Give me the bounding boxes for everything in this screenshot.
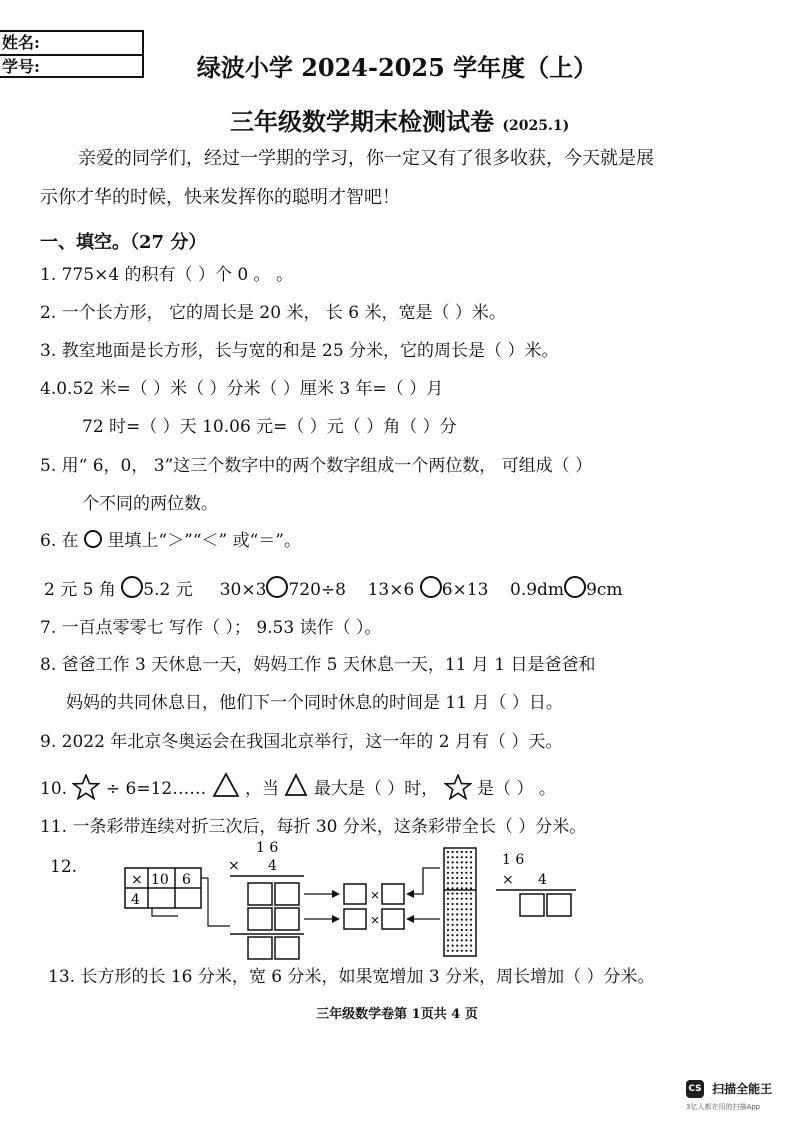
dot [470, 887, 472, 889]
svg-text:×: × [370, 888, 381, 902]
dot [447, 877, 449, 879]
vertical-multiplication-2 [496, 852, 576, 916]
question-5-line-1: 5. 用“ 6，0， 3”这三个数字中的两个数字组成一个两位数， 可组成（ ） [40, 456, 593, 476]
dot [447, 856, 449, 858]
compare-item: 5.2 元 [143, 580, 193, 600]
grid-label: 6 [182, 872, 191, 888]
question-10-part-c: 最大是（ ）时， [313, 779, 439, 799]
dot [456, 945, 458, 947]
grid-label: 4 [131, 892, 140, 908]
dot [470, 913, 472, 915]
compare-item: 9cm [586, 580, 623, 600]
dot [461, 867, 463, 869]
dot [465, 929, 467, 931]
dot [465, 945, 467, 947]
multiplier: 4 [268, 858, 277, 874]
dot [456, 877, 458, 879]
question-10-part-d: 是（ ） 。 [477, 779, 556, 799]
dot [452, 908, 454, 910]
dot [470, 882, 472, 884]
camscanner-logo-icon: CS [686, 1080, 704, 1098]
dot [452, 929, 454, 931]
dot [461, 882, 463, 884]
dot [465, 861, 467, 863]
dot [456, 861, 458, 863]
question-7: 7. 一百点零零七 写作（ ）； 9.53 读作（ ）。 [40, 618, 382, 638]
grid-label: 10 [151, 872, 169, 888]
vertical-multiplication [208, 840, 304, 959]
dot [456, 898, 458, 900]
question-4-line-2: 72 时=（ ）天 10.06 元=（ ）元（ ）角（ ）分 [82, 417, 457, 437]
question-6-items [44, 576, 623, 601]
triangle-icon [284, 773, 308, 797]
question-2: 2. 一个长方形， 它的周长是 20 米， 长 6 米，宽是（ ）米。 [40, 303, 506, 323]
dot [470, 856, 472, 858]
dot [456, 950, 458, 952]
dot [470, 945, 472, 947]
dot [456, 887, 458, 889]
question-11: 11. 一条彩带连续对折三次后，每折 30 分米，这条彩带全长（ ）分米。 [40, 817, 587, 837]
dot [465, 908, 467, 910]
compare-circle-icon [266, 576, 288, 598]
dot [470, 934, 472, 936]
star-icon [72, 774, 100, 800]
dot [461, 924, 463, 926]
dot [456, 924, 458, 926]
question-10 [40, 772, 556, 800]
question-6-prefix: 6. 在 [40, 531, 79, 551]
question-12-number: 12. [50, 857, 78, 877]
dot [447, 913, 449, 915]
question-3: 3. 教室地面是长方形，长与宽的和是 25 分米，它的周长是（ ）米。 [40, 341, 559, 361]
dot [465, 856, 467, 858]
times-symbol: × [502, 872, 514, 888]
dot [465, 877, 467, 879]
dot [447, 887, 449, 889]
compare-item: 13×6 [367, 580, 415, 600]
dot [452, 913, 454, 915]
watermark-slogan: 3亿人都在用的扫描App [686, 1103, 761, 1111]
dot [456, 867, 458, 869]
dot [447, 945, 449, 947]
dot [465, 851, 467, 853]
watermark-brand: 扫描全能王 [712, 1082, 773, 1096]
dot [456, 934, 458, 936]
dot [465, 887, 467, 889]
svg-text:×: × [370, 913, 381, 927]
compare-item: 30×3 [219, 580, 267, 600]
dot [461, 898, 463, 900]
dot [447, 908, 449, 910]
section-title: 一、填空。（27 分） [40, 232, 207, 253]
dot [456, 929, 458, 931]
dot [470, 851, 472, 853]
dot [470, 908, 472, 910]
dot [461, 893, 463, 895]
dot [465, 950, 467, 952]
question-6-suffix: 里填上“＞”“＜” 或“＝”。 [107, 531, 301, 551]
dot [447, 929, 449, 931]
multiplicand: 1 6 [256, 840, 279, 856]
dot [452, 867, 454, 869]
dot [452, 898, 454, 900]
dot [452, 893, 454, 895]
dot [447, 934, 449, 936]
grid-times-symbol: × [131, 872, 143, 888]
return-arrows [406, 868, 440, 923]
dot [465, 913, 467, 915]
compare-circle-icon [564, 576, 586, 598]
dot [461, 919, 463, 921]
dot [461, 851, 463, 853]
exam-date: (2025.1) [502, 118, 570, 134]
question-10-part-b: ，当 [245, 779, 280, 799]
circle-icon [84, 530, 102, 548]
dot [461, 934, 463, 936]
question-13: 13. 长方形的长 16 分米，宽 6 分米，如果宽增加 3 分米，周长增加（ ）分米。 [48, 967, 655, 987]
dot [456, 851, 458, 853]
dot [456, 913, 458, 915]
dot [447, 950, 449, 952]
dot [470, 893, 472, 895]
dot [461, 856, 463, 858]
dot [461, 929, 463, 931]
dot [452, 903, 454, 905]
product-boxes [344, 884, 404, 929]
exam-subtitle [230, 102, 569, 137]
question-9: 9. 2022 年北京冬奥运会在我国北京举行，这一年的 2 月有（ ）天。 [40, 732, 563, 752]
question-6 [40, 530, 301, 552]
dot-array [444, 848, 476, 956]
dot [461, 939, 463, 941]
multiplication-diagram [118, 838, 588, 960]
dot [452, 887, 454, 889]
dot [470, 903, 472, 905]
scanner-watermark [686, 1078, 773, 1111]
question-10-number: 10. [40, 779, 68, 799]
dot [465, 924, 467, 926]
dot [452, 877, 454, 879]
dot [447, 903, 449, 905]
dot [452, 939, 454, 941]
dot [461, 861, 463, 863]
dot [447, 851, 449, 853]
dot [447, 919, 449, 921]
dot [465, 919, 467, 921]
dot [465, 893, 467, 895]
dot [470, 950, 472, 952]
dot [456, 939, 458, 941]
intro-line-2: 示你才华的时候，快来发挥你的聪明才智吧！ [40, 187, 400, 208]
intro-line-1: 亲爱的同学们，经过一学期的学习，你一定又有了很多收获，今天就是展 [78, 148, 654, 169]
dot [470, 919, 472, 921]
dot [452, 945, 454, 947]
dot [456, 908, 458, 910]
dot [470, 861, 472, 863]
question-5-line-2: 个不同的两位数。 [82, 494, 218, 514]
dot [452, 872, 454, 874]
dot [447, 893, 449, 895]
dot [470, 867, 472, 869]
dot [456, 882, 458, 884]
dot [461, 908, 463, 910]
question-1: 1. 775×4 的积有（ ）个 0 。 。 [40, 265, 293, 285]
dot [447, 882, 449, 884]
compare-circle-icon [121, 576, 143, 598]
dot [447, 939, 449, 941]
dot [456, 919, 458, 921]
dot [461, 887, 463, 889]
dot [461, 950, 463, 952]
dot [456, 872, 458, 874]
question-8-line-2: 妈妈的共同休息日，他们下一个同时休息的时间是 11 月（ ）日。 [66, 693, 563, 713]
dot [465, 903, 467, 905]
dot [461, 945, 463, 947]
dot [447, 867, 449, 869]
page-footer: 三年级数学卷第 1页共 4 页 [316, 1007, 478, 1022]
star-icon [444, 774, 472, 800]
question-4-line-1: 4.0.52 米=（ ）米（ ）分米（ ）厘米 3 年=（ ）月 [40, 379, 444, 399]
dot [465, 934, 467, 936]
dot [470, 898, 472, 900]
dot [461, 913, 463, 915]
dot [465, 872, 467, 874]
dot [452, 861, 454, 863]
dot [452, 919, 454, 921]
dot [456, 893, 458, 895]
dot [452, 924, 454, 926]
arrows [304, 890, 340, 923]
dot [447, 861, 449, 863]
dot [461, 903, 463, 905]
dot [456, 856, 458, 858]
dot [447, 898, 449, 900]
dot [465, 898, 467, 900]
dot [447, 872, 449, 874]
dot [447, 924, 449, 926]
exam-title: 绿波小学 2024-2025 学年度（上） [196, 53, 598, 82]
dot [452, 851, 454, 853]
compare-item: 0.9dm [510, 580, 565, 600]
times-symbol: × [228, 858, 240, 874]
question-10-part-a: ÷ 6=12…… [105, 779, 207, 799]
dot [470, 929, 472, 931]
dot [452, 856, 454, 858]
multiplicand: 1 6 [502, 852, 525, 868]
dot [465, 939, 467, 941]
dot [452, 882, 454, 884]
dot [470, 939, 472, 941]
dot [470, 872, 472, 874]
question-8-line-1: 8. 爸爸工作 3 天休息一天，妈妈工作 5 天休息一天，11 月 1 日是爸爸和 [40, 655, 596, 675]
dot [456, 903, 458, 905]
dot [452, 950, 454, 952]
triangle-icon [212, 772, 240, 798]
compare-item: 2 元 5 角 [44, 580, 116, 600]
dot [470, 877, 472, 879]
dot [461, 872, 463, 874]
dot [461, 877, 463, 879]
dot [465, 867, 467, 869]
dot [470, 924, 472, 926]
id-label: 学号: [0, 54, 142, 78]
dot [465, 882, 467, 884]
compare-circle-icon [420, 576, 442, 598]
multiplier: 4 [538, 872, 547, 888]
area-grid [125, 868, 208, 916]
dot [452, 934, 454, 936]
compare-item: 720÷8 [288, 580, 346, 600]
name-label: 姓名: [2, 33, 40, 52]
compare-item: 6×13 [441, 580, 489, 600]
exam-subtitle-text: 三年级数学期末检测试卷 [230, 107, 494, 136]
